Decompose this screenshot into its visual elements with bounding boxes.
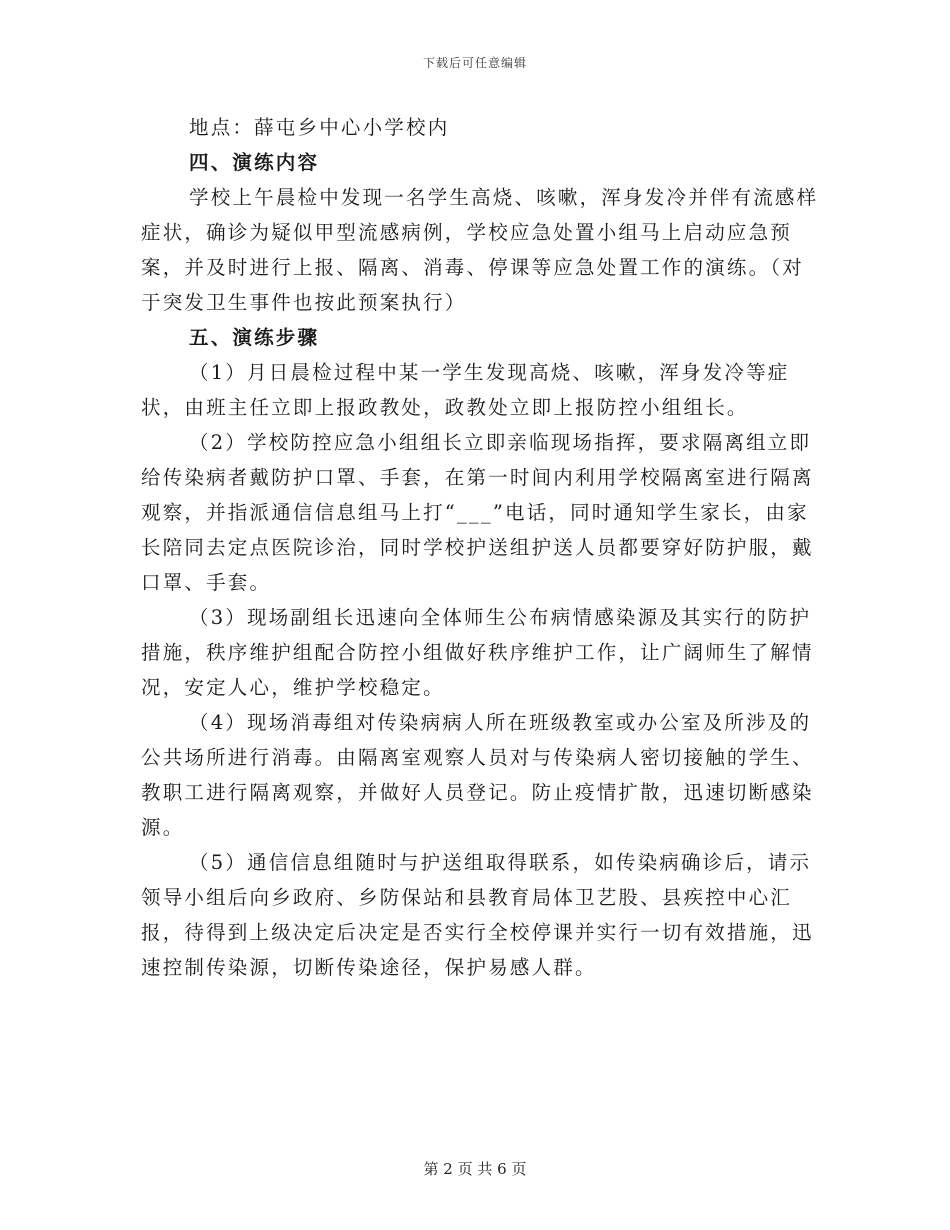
- step-5-paragraph: （5）通信信息组随时与护送组取得联系，如传染病确诊后，请示领导小组后向乡政府、乡防保站和县教育局体卫艺股、县疾控中心汇报，待得到上级决定后决定是否实行全校停课并实行一切有效措施，迅速控制传染源，切断传染途径，保护易感人群。: [141, 851, 814, 979]
- step-2-paragraph: （2）学校防控应急小组组长立即亲临现场指挥，要求隔离组立即给传染病者戴防护口罩、手套，在第一时间内利用学校隔离室进行隔离观察，并指派通信信息组马上打“___”电话，同时通知学生家长，由家长陪同去定点医院诊治，同时学校护送组护送人员都要穿好防护服，戴口罩、手套。: [141, 431, 814, 594]
- section-4-heading: 四、演练内容: [189, 151, 320, 174]
- location-line: 地点：薛屯乡中心小学校内: [189, 116, 450, 139]
- page-footer: 第 2 页 共 6 页: [423, 1160, 527, 1178]
- section-5-heading: 五、演练步骤: [189, 326, 320, 349]
- page-header: 下载后可任意编辑: [422, 56, 527, 70]
- step-4-paragraph: （4）现场消毒组对传染病病人所在班级教室或办公室及所涉及的公共场所进行消毒。由隔离室观察人员对与传染病人密切接触的学生、教职工进行隔离观察，并做好人员登记。防止疫情扩散，迅速切断感染源。: [141, 711, 814, 839]
- document-body: [141, 110, 821, 985]
- step-3-paragraph: （3）现场副组长迅速向全体师生公布病情感染源及其实行的防护措施，秩序维护组配合防控小组做好秩序维护工作，让广阔师生了解情况，安定人心，维护学校稳定。: [141, 606, 814, 699]
- step-1-paragraph: （1）月日晨检过程中某一学生发现高烧、咳嗽，浑身发冷等症状，由班主任立即上报政教处，政教处立即上报防控小组组长。: [141, 361, 790, 419]
- section-4-paragraph: 学校上午晨检中发现一名学生高烧、咳嗽，浑身发冷并伴有流感样症状，确诊为疑似甲型流感病例，学校应急处置小组马上启动应急预案，并及时进行上报、隔离、消毒、停课等应急处置工作的演练。（对于突发卫生事件也按此预案执行）: [141, 186, 819, 314]
